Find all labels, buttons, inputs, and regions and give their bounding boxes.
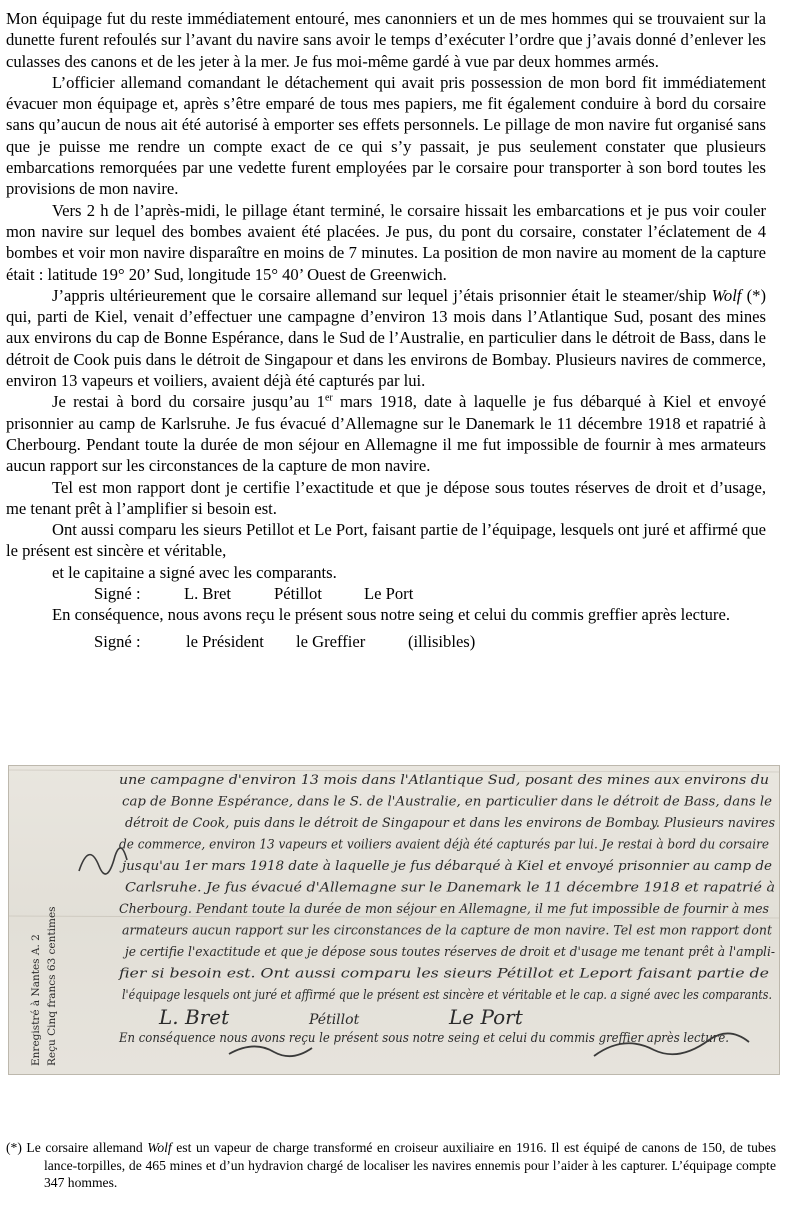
paragraph-9: En conséquence, nous avons reçu le présent sous notre seing et celui du commis greffier après lecture. <box>52 605 730 625</box>
scan-drawing <box>9 766 779 1074</box>
handwritten-line: l'équipage lesquels ont juré et affirmé que le présent est sincère et véritable et le cap. a signé avec les comparants. <box>122 988 772 1003</box>
paragraph-1: Mon équipage fut du reste immédiatement entouré, mes canonniers et un de mes hommes qui se trouvaient sur la dunette furent refoulés sur l’avant du navire sans avoir le temps d’exécuter l’ordre que j’avais donné d’enlever les culasses des canons et de les jeter à la mer. Je fus moi-même gardé à vue par deux hommes armés. <box>6 9 766 71</box>
signature-line-2 <box>6 631 766 652</box>
paragraph-3: Vers 2 h de l’après-midi, le pillage étant terminé, le corsaire hissait les embarcations et je pus voir couler mon navire sur lequel des bombes avaient été placées. Je pus, du pont du corsaire, constater l’éclatement de 4 bombes et voir mon navire disparaître en moins de 7 minutes. La position de mon navire au moment de la capture était : latitude 19° 20’ Sud, longitude 15° 40’ Ouest de Greenwich. <box>6 200 766 284</box>
handwritten-signature: Le Port <box>449 1005 523 1029</box>
signature-name: Pétillot <box>274 584 322 604</box>
signature-line-1 <box>6 583 766 604</box>
report-text <box>6 8 766 652</box>
signature-name: le Greffier <box>296 631 366 651</box>
handwritten-line: armateurs aucun rapport sur les circonstances de la capture de mon navire. Tel est mon rapport dont <box>122 923 773 939</box>
paragraph-4: J’appris ultérieurement que le corsaire allemand sur lequel j’étais prisonnier était le steamer/ship Wolf (*) qui, parti de Kiel, venait d’effectuer une campagne d’environ 13 mois dans l’Atlantique Sud, posant des mines aux environs du cap de Bonne Espérance, dans le Sud de l’Australie, en particulier dans le détroit de Bass, dans le détroit de Cook puis dans le détroit de Singapour et dans les environs de Bombay. Plusieurs navires de commerce, environ 13 vapeurs et voiliers, avaient déjà été capturés par lui. <box>6 285 766 391</box>
handwritten-signature: L. Bret <box>159 1005 230 1029</box>
handwritten-line: fier si besoin est. Ont aussi comparu les sieurs Pétillot et Leport faisant partie de <box>117 966 770 982</box>
paragraph-2: L’officier allemand comandant le détachement qui avait pris possession de mon bord fit immédiatement évacuer mon équipage et, après s’être emparé de tous mes papiers, me fit également conduire à bord du corsaire sans qu’aucun de nous ait été autorisé à emporter ses effets personnels. Le pillage de mon navire fut organisé sans que je puisse me rendre un compte exact de ce qui s’y passait, je pus seulement constater que plusieurs embarcations remorquées par une vedette furent employées par le corsaire pour transporter à son bord toutes les provisions de mon navire. <box>6 72 766 199</box>
paragraph-6: Tel est mon rapport dont je certifie l’exactitude et que je dépose sous toutes réserves de droit et d’usage, me tenant prêt à l’amplifier si besoin est. <box>6 477 766 518</box>
paragraph-7: Ont aussi comparu les sieurs Petillot et Le Port, faisant partie de l’équipage, lesquels ont juré et affirmé que le présent est sincère et véritable, <box>6 520 766 561</box>
handwritten-line: jusqu'au 1er mars 1918 date à laquelle je fus débarqué à Kiel et envoyé prisonnier au camp de <box>118 859 773 874</box>
handwritten-line: détroit de Cook, puis dans le détroit de Singapour et dans les environs de Bombay. Plusieurs navires <box>125 816 776 831</box>
registration-stamp-text: Reçu Cinq francs 63 centimes <box>46 906 58 1066</box>
signature-name: Le Port <box>364 584 414 604</box>
paragraph-8: et le capitaine a signé avec les comparants. <box>52 562 337 582</box>
footnote-marker: (*) <box>6 1140 22 1155</box>
handwritten-line: cap de Bonne Espérance, dans le S. de l'Australie, en particulier dans le détroit de Bass, dans le <box>122 794 773 810</box>
handwritten-line: de commerce, environ 13 vapeurs et voiliers avaient déjà été capturés par lui. Je restai à bord du corsaire <box>119 837 770 853</box>
handwritten-line: une campagne d'environ 13 mois dans l'Atlantique Sud, posant des mines aux environs du <box>119 773 769 788</box>
greffier-signature <box>229 1046 312 1056</box>
handwritten-line: Carlsruhe. Je fus évacué d'Allemagne sur le Danemark le 11 décembre 1918 et rapatrié à <box>125 880 775 896</box>
footnote: (*) Le corsaire allemand Wolf est un vapeur de charge transformé en croiseur auxiliaire en 1916. Il est équipé de canons de 150, de tubes lance-torpilles, de 465 mines et d’un hydravion chargé de localiser les navires ennemis pour l’aider à les capturer. L’équipage compte 347 hommes. <box>6 1140 776 1191</box>
handwritten-line: je certifie l'exactitude et que je dépose sous toutes réserves de droit et d'usage me tenant prêt à l'ampli- <box>122 945 776 960</box>
registration-stamp-text: Enregistré à Nantes A. 2 <box>30 934 42 1066</box>
handwritten-line: En conséquence nous avons reçu le présent sous notre seing et celui du commis greffier après lecture. <box>118 1031 730 1046</box>
handwritten-signature: Pétillot <box>309 1012 360 1028</box>
signature-name: (illisibles) <box>408 631 476 651</box>
signature-label: Signé : <box>94 631 141 651</box>
handwritten-line: Cherbourg. Pendant toute la durée de mon séjour en Allemagne, il me fut impossible de fournir à mes <box>119 902 770 917</box>
signature-name: le Président <box>186 631 264 651</box>
signature-name: L. Bret <box>184 584 232 604</box>
paragraph-5: Je restai à bord du corsaire jusqu’au 1er mars 1918, date à laquelle je fus débarqué à Kiel et envoyé prisonnier au camp de Karlsruhe. Je fus évacué d’Allemagne sur le Danemark le 11 décembre 1918 et rapatrié à Cherbourg. Pendant toute la durée de mon séjour en Allemagne il me fut impossible de fournir à mes armateurs aucun rapport sur les circonstances de la capture de mon navire. <box>6 392 766 476</box>
handwritten-document-scan <box>8 765 780 1075</box>
ship-name: Wolf <box>711 285 742 305</box>
signature-label: Signé : <box>94 584 141 604</box>
